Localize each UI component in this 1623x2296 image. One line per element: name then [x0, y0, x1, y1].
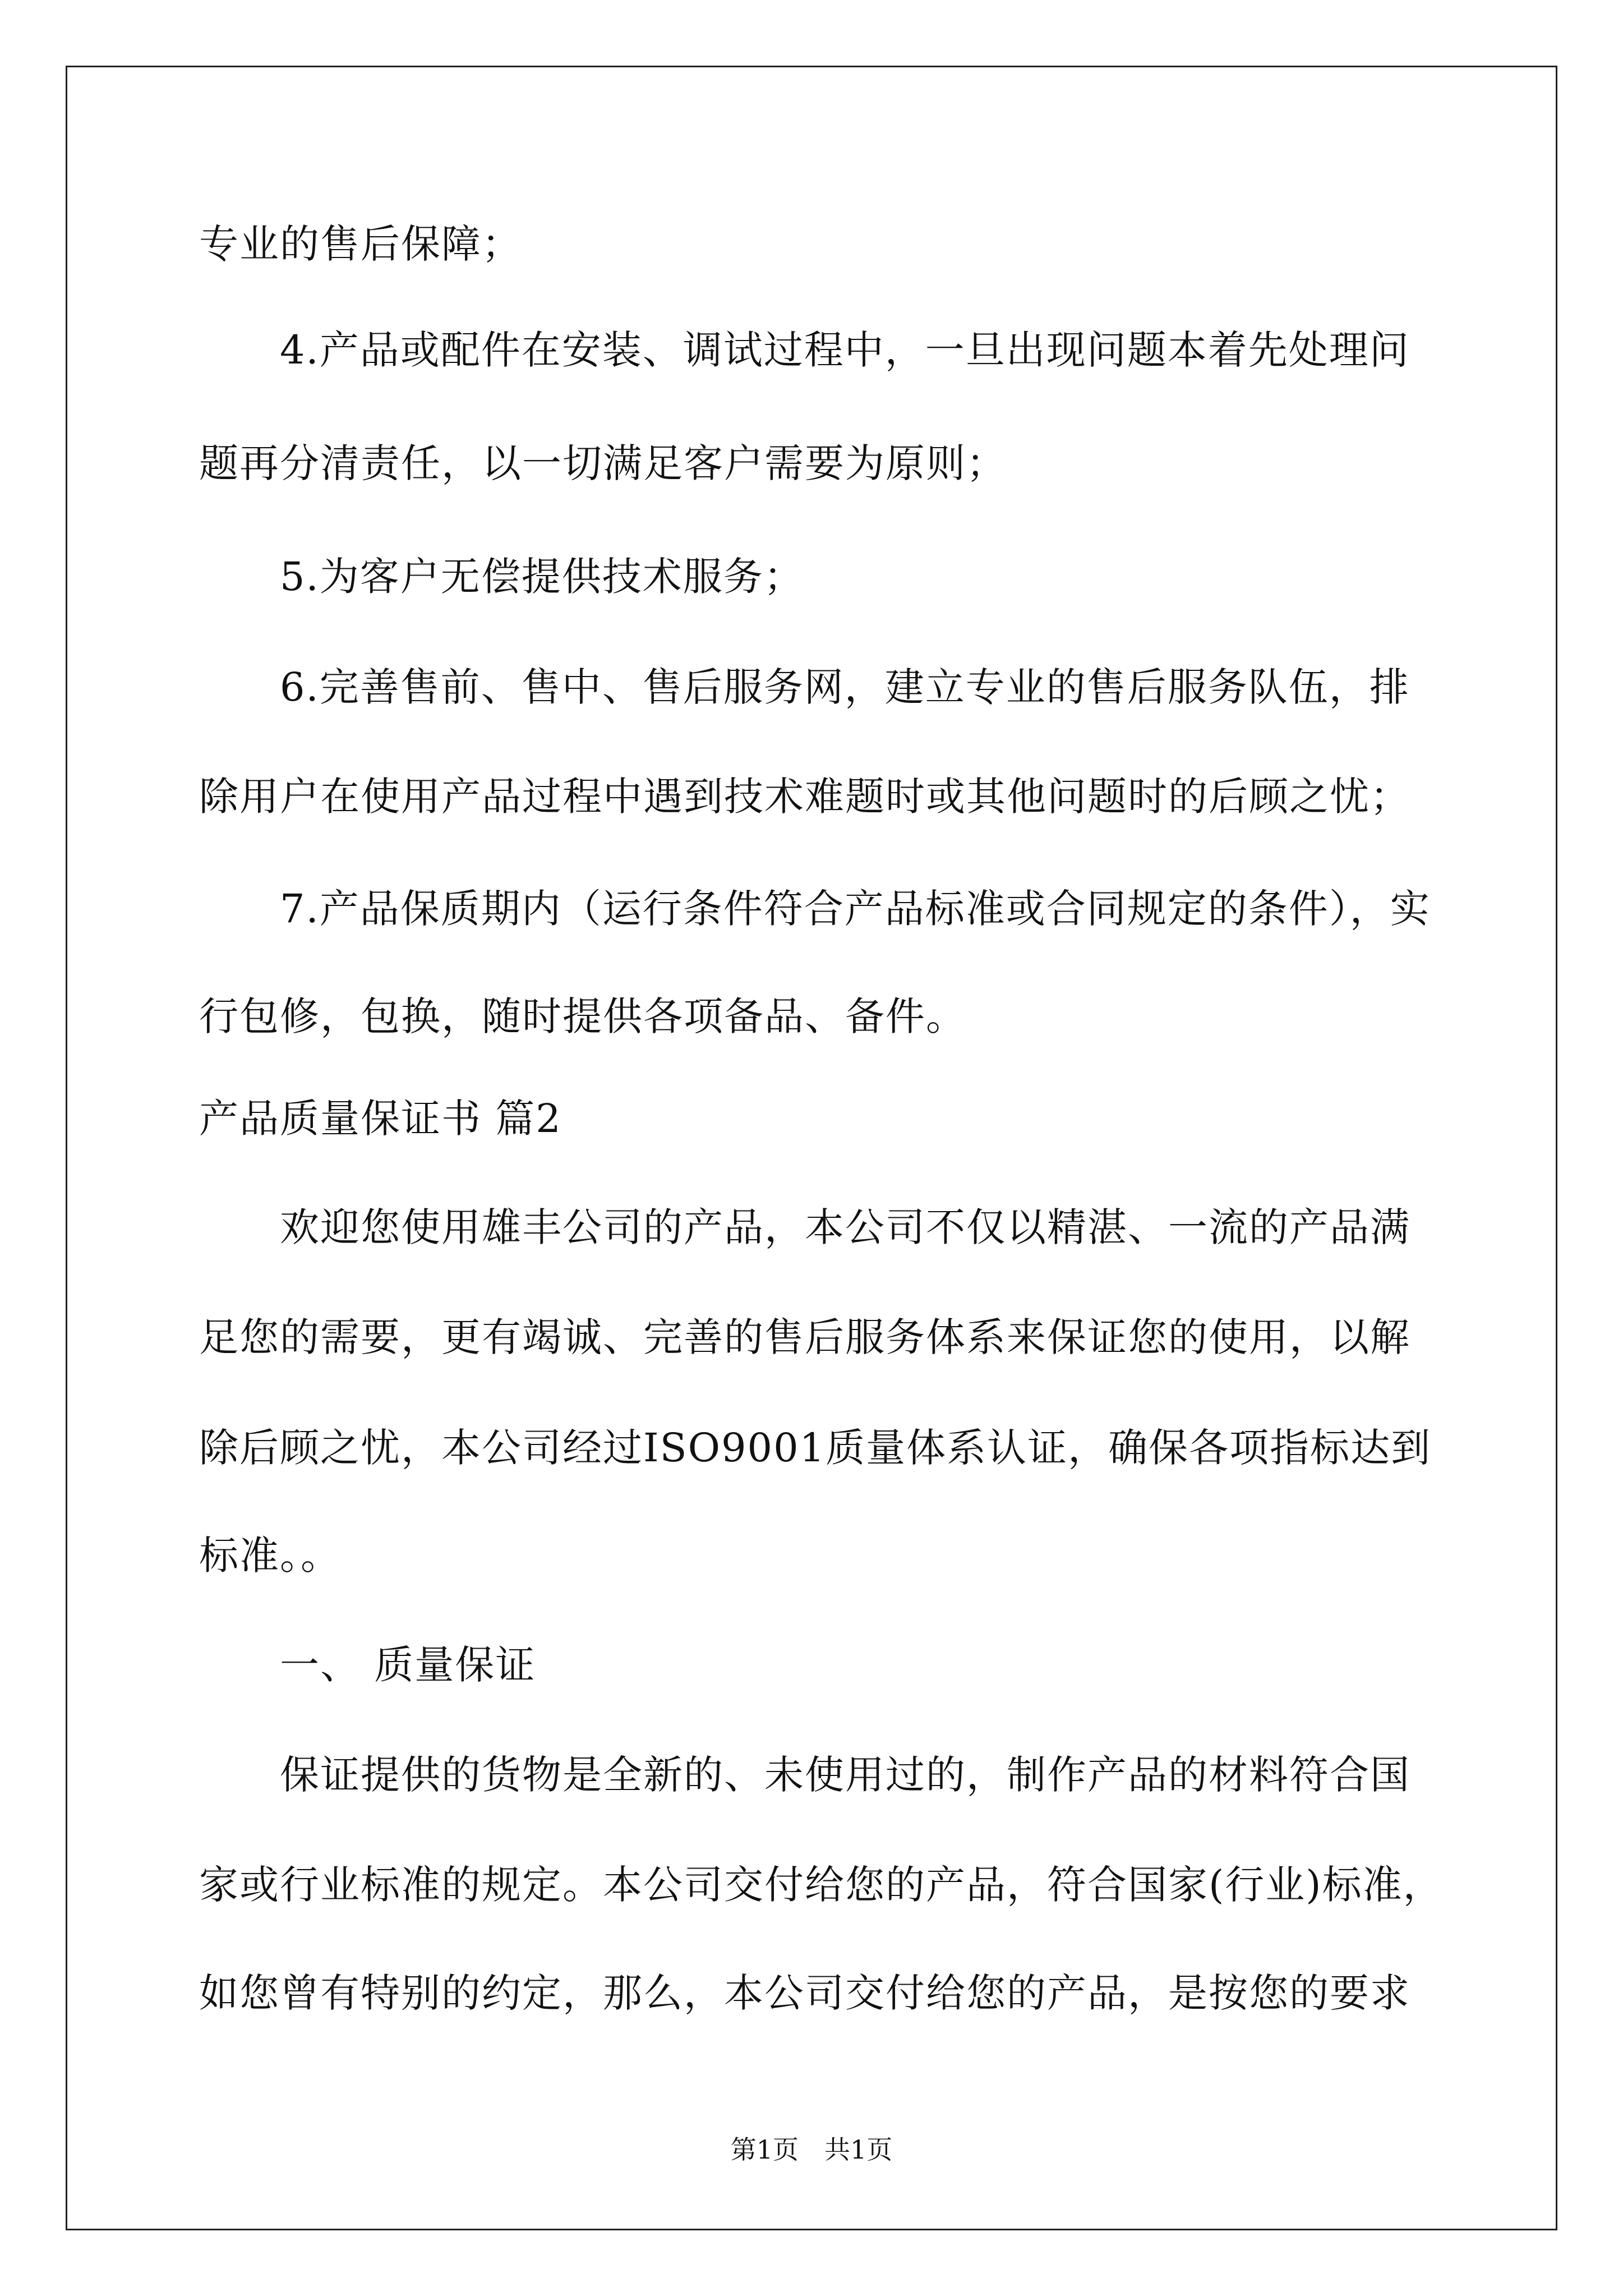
text-line: 标准。。	[199, 1533, 341, 1579]
text-line: 行包修，包换，随时提供各项备品、备件。	[199, 993, 966, 1039]
text-line: 保证提供的货物是全新的、未使用过的，制作产品的材料符合国	[199, 1752, 1410, 1798]
text-line: 4.产品或配件在安装、调试过程中，一旦出现问题本着先处理问	[199, 327, 1410, 373]
text-line: 欢迎您使用雄丰公司的产品，本公司不仅以精湛、一流的产品满	[199, 1204, 1410, 1250]
text-line: 7.产品保质期内（运行条件符合产品标准或合同规定的条件），实	[199, 886, 1431, 932]
text-line: 足您的需要，更有竭诚、完善的售后服务体系来保证您的使用，以解	[199, 1314, 1410, 1360]
text-line: 专业的售后保障；	[199, 221, 522, 267]
text-line: 除后顾之忧，本公司经过ISO9001质量体系认证，确保各项指标达到	[199, 1425, 1432, 1471]
subsection-heading: 一、 质量保证	[199, 1642, 536, 1688]
text-line: 6.完善售前、售中、售后服务网，建立专业的售后服务队伍，排	[199, 664, 1410, 710]
text-line: 除用户在使用产品过程中遇到技术难题时或其他问题时的后顾之忧；	[199, 774, 1410, 820]
text-line: 题再分清责任，以一切满足客户需要为原则；	[199, 440, 1007, 486]
page-footer: 第1页 共1页	[730, 2134, 893, 2165]
text-line: 5.为客户无偿提供技术服务；	[199, 554, 804, 600]
section-heading: 产品质量保证书 篇2	[199, 1096, 562, 1142]
text-line: 如您曾有特别的约定，那么，本公司交付给您的产品，是按您的要求	[199, 1970, 1410, 2016]
text-line: 家或行业标准的规定。本公司交付给您的产品，符合国家(行业)标准，	[199, 1862, 1444, 1908]
